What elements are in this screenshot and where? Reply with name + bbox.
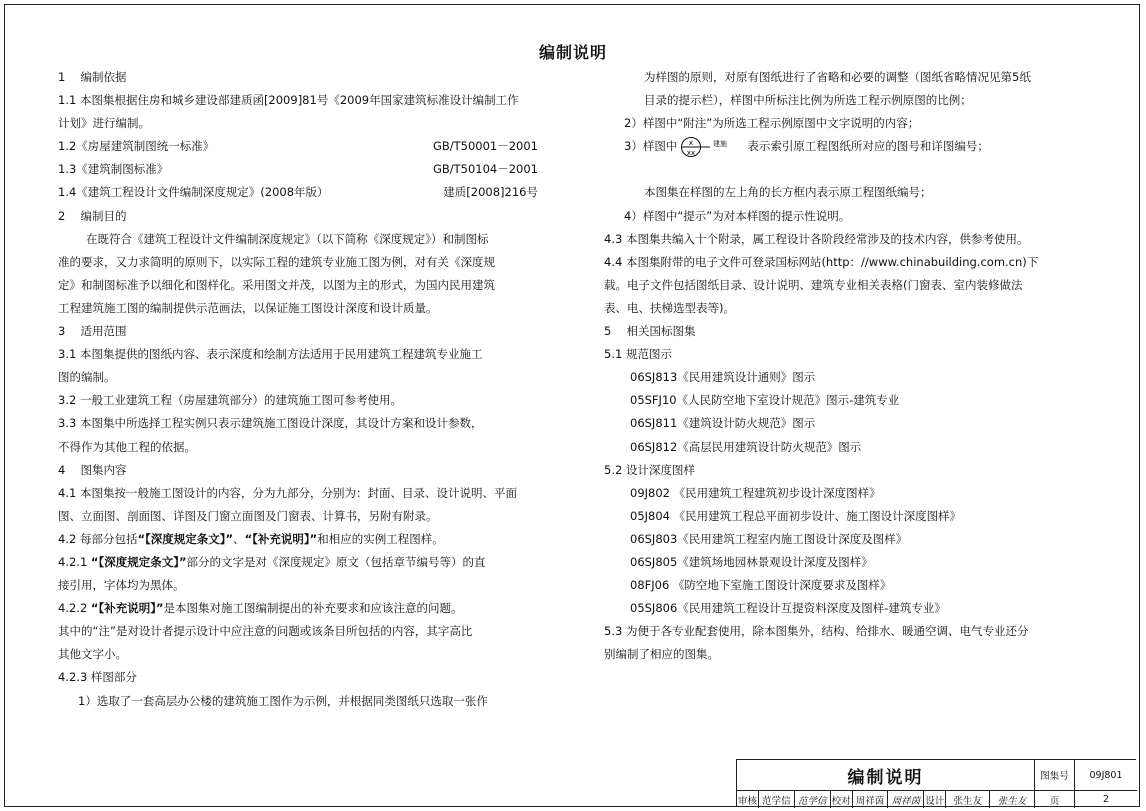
section-4-heading: 4 图集内容 [58, 462, 127, 477]
section-5-heading: 5 相关国标图集 [604, 324, 696, 339]
clause-4-1-cont: 图、立面图、剖面图、详图及门窗立面图及门窗表、计算书，另附有附录。 [58, 508, 438, 523]
clause-4-2-3: 4.2.3 样图部分 [58, 670, 137, 685]
paragraph-line: 在既符合《建筑工程设计文件编制深度规定》（以下简称《深度规定》）和制图标 [86, 231, 489, 246]
section-1-heading: 1 编制依据 [58, 70, 127, 84]
review-signature: 范学信 [795, 791, 831, 808]
atlas-number: 09J801 [1075, 760, 1137, 791]
text-run: 3）样图中 [624, 139, 678, 154]
signature-row [737, 791, 1035, 808]
section-2-heading: 2 编制目的 [58, 208, 127, 223]
check-label: 校对 [831, 791, 853, 808]
paragraph-line: 为样图的原则，对原有图纸进行了省略和必要的调整（图纸省略情况见第5纸 [644, 70, 1031, 84]
list-item: 06SJ811《建筑设计防火规范》图示 [630, 416, 816, 431]
paragraph-line: 目录的提示栏），样图中所标注比例为所选工程示例原图的比例； [644, 93, 972, 108]
clause-4-4-cont: 载。电子文件包括图纸目录、设计说明、建筑专业相关表格(门窗表、室内装修做法 [604, 277, 1023, 292]
clause-4-2-2-cont: 其他文字小。 [58, 647, 127, 662]
list-item: 05SFJ10《人民防空地下室设计规范》图示-建筑专业 [630, 393, 900, 408]
list-item [604, 135, 1094, 158]
text-run: 4.2.2 [58, 601, 91, 616]
design-label: 设计 [924, 791, 946, 808]
text-run: 部分的文字是对《深度规定》原文（包括章节编号等）的直 [186, 554, 486, 569]
clause-4-2-1 [58, 551, 542, 574]
standard-code: GB/T50104－2001 [432, 162, 538, 177]
symbol-bottom-text: xx [687, 148, 696, 157]
standard-title: 1.3《建筑制图标准》 [58, 162, 169, 177]
standard-code: 建质[2008]216号 [443, 185, 538, 200]
list-item: 2）样图中“附注”为所选工程示例原图中文字说明的内容； [624, 116, 920, 131]
list-item: 06SJ813《民用建筑设计通则》图示 [630, 370, 816, 385]
text-run: 和相应的实例工程图样。 [317, 531, 444, 546]
paragraph-line: 工程建筑施工图的编制提供示范画法，以保证施工图设计深度和设计质量。 [58, 300, 438, 315]
list-item: 06SJ812《高层民用建筑设计防火规范》图示 [630, 439, 862, 454]
detail-index-symbol-icon [680, 136, 744, 158]
symbol-tag-text: 建施 [713, 139, 728, 148]
clause-1-4 [58, 181, 542, 204]
clause-3-1: 3.1 本图集提供的图纸内容、表示深度和绘制方法适用于民用建筑工程建筑专业施工 [58, 347, 483, 362]
clause-1-2 [58, 135, 542, 158]
clause-1-3 [58, 158, 542, 181]
list-item: 06SJ803《民用建筑工程室内施工图设计深度及图样》 [630, 531, 908, 546]
paragraph-line: 定》和制图标准予以细化和图样化。采用图文并茂，以图为主的形式，为国内民用建筑 [58, 277, 495, 292]
clause-1-1-cont: 计划》进行编制。 [58, 116, 150, 131]
list-item: 06SJ805《建筑场地园林景观设计深度及图样》 [630, 554, 873, 569]
review-label: 审核 [737, 791, 759, 808]
standard-title: 1.4《建筑工程设计文件编制深度规定》(2008年版） [58, 185, 329, 200]
clause-3-3-cont: 不得作为其他工程的依据。 [58, 439, 196, 454]
clause-3-3: 3.3 本图集中所选择工程实例只表示建筑施工图设计深度，其设计方案和设计参数， [58, 416, 483, 431]
clause-4-2 [58, 528, 542, 551]
design-name: 张生友 [946, 791, 990, 808]
clause-4-2-1-cont: 接引用，字体均为黑体。 [58, 578, 185, 593]
list-item: 05J804 《民用建筑工程总平面初步设计、施工图设计深度图样》 [630, 508, 962, 523]
spacer [604, 158, 1094, 181]
paragraph-line: 本图集在样图的左上角的长方框内表示原工程图纸编号； [644, 185, 932, 200]
clause-4-1: 4.1 本图集按一般施工图设计的内容，分为九部分，分别为：封面、目录、设计说明、平面 [58, 485, 517, 500]
text-run: 4.2 每部分包括 [58, 531, 138, 546]
standard-title: 1.2《房屋建筑制图统一标准》 [58, 139, 215, 154]
text-run: 4.2.1 [58, 554, 91, 569]
paragraph-line: 准的要求，又力求简明的原则下，以实际工程的建筑专业施工图为例，对有关《深度规 [58, 254, 495, 269]
page-title: 编制说明 [538, 43, 607, 62]
standard-code: GB/T50001－2001 [432, 139, 538, 154]
left-column [58, 66, 542, 713]
check-signature: 周祥茵 [888, 791, 924, 808]
clause-1-1: 1.1 本图集根据住房和城乡建设部建质函[2009]81号《2009年国家建筑标准设计编制工作 [58, 93, 519, 108]
title-block [736, 759, 1136, 807]
text-run: 是本图集对施工图编制提出的补充要求和应该注意的问题。 [163, 601, 463, 616]
list-item: 4）样图中“提示”为对本样图的提示性说明。 [624, 208, 851, 223]
right-column [604, 66, 1094, 666]
review-name: 范学信 [759, 791, 795, 808]
list-item: 05SJ806《民用建筑工程设计互提资料深度及图样-建筑专业》 [630, 601, 946, 616]
page-label: 页 [1035, 791, 1075, 808]
page-number: 2 [1102, 794, 1110, 805]
bold-term: “【补充说明】” [244, 531, 318, 546]
clause-4-3: 4.3 本图集共编入十个附录，属工程设计各阶段经常涉及的技术内容，供参考使用。 [604, 231, 1029, 246]
clause-4-4: 4.4 本图集附带的电子文件可登录国标网站(http：//www.chinabuilding.com.cn)下 [604, 254, 1039, 269]
clause-4-4-cont: 表、电、扶梯选型表等)。 [604, 300, 735, 315]
clause-3-1-cont: 图的编制。 [58, 370, 116, 385]
clause-4-2-2 [58, 597, 542, 620]
clause-4-2-2-cont: 其中的“注”是对设计者提示设计中应注意的问题或该条目所包括的内容，其字高比 [58, 624, 473, 639]
section-3-heading: 3 适用范围 [58, 324, 127, 339]
list-item: 08FJ06 《防空地下室施工图设计深度要求及图样》 [630, 578, 892, 593]
bold-term: “【补充说明】” [90, 601, 164, 616]
check-name: 周祥茵 [853, 791, 889, 808]
bold-term: “【深度规定条文】” [90, 554, 187, 569]
list-item: 1）选取了一套高层办公楼的建筑施工图作为示例，并根据同类图纸只选取一张作 [78, 693, 488, 708]
clause-5-3-cont: 别编制了相应的图集。 [604, 647, 719, 662]
design-signature: 张生友 [997, 795, 1027, 807]
symbol-top-text: x [689, 138, 694, 147]
bold-term: “【深度规定条文】” [137, 531, 234, 546]
title-block-name: 编制说明 [737, 760, 1035, 791]
clause-5-2: 5.2 设计深度图样 [604, 462, 695, 477]
clause-5-1: 5.1 规范图示 [604, 347, 672, 362]
atlas-number-label: 图集号 [1035, 760, 1075, 791]
clause-3-2: 3.2 一般工业建筑工程（房屋建筑部分）的建筑施工图可参考使用。 [58, 393, 402, 408]
list-item: 09J802 《民用建筑工程建筑初步设计深度图样》 [630, 485, 881, 500]
clause-5-3: 5.3 为便于各专业配套使用，除本图集外，结构、给排水、暖通空调、电气专业还分 [604, 624, 1029, 639]
text-run: 、 [233, 531, 245, 546]
text-run: 表示索引原工程图纸所对应的图号和详图编号； [747, 139, 989, 154]
